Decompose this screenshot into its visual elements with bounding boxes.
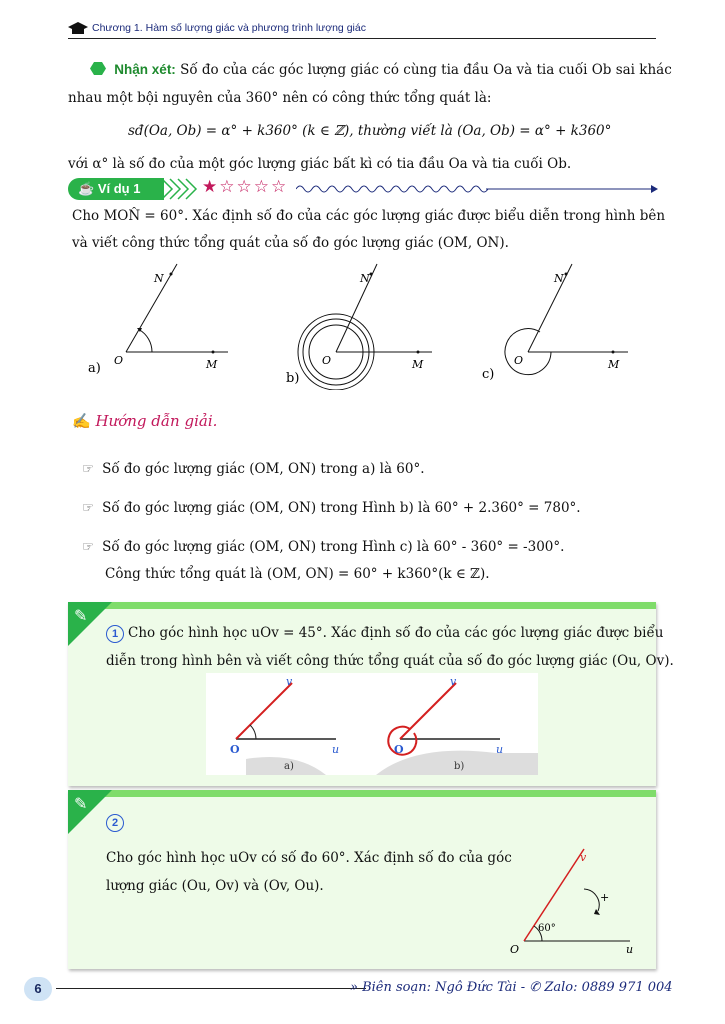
chapter-title: Chương 1. Hàm số lượng giác và phương trình lượng giác [92, 22, 366, 34]
coffee-icon: ☕ [78, 181, 98, 196]
svg-text:O: O [114, 354, 124, 367]
exercise-2-figure [508, 843, 648, 957]
figure-a [88, 264, 228, 376]
exercise-2-line-2: lượng giác (Ou, Ov) và (Ov, Ou). [106, 878, 324, 894]
hexagon-icon [90, 62, 106, 75]
svg-text:v: v [286, 675, 293, 688]
svg-text:O: O [514, 354, 524, 367]
difficulty-stars: ★☆☆☆☆ [202, 177, 289, 197]
edit-icon: ✎ [74, 606, 88, 625]
exercise-2-number: 2 [106, 808, 128, 836]
pencil-hand-icon: ✍ [72, 412, 96, 430]
exercise-1-line-1: 1 Cho góc hình học uOv = 45°. Xác định số đo của các góc lượng giác được biểu [106, 619, 664, 647]
exercise-1-figures [206, 673, 538, 775]
svg-text:v: v [450, 675, 457, 688]
solution-item-2: ☞ Số đo góc lượng giác (OM, ON) trong Hình b) là 60° + 2.360° = 780°. [82, 500, 581, 516]
example-problem-1: Cho MON̂ = 60°. Xác định số đo của các góc lượng giác được biểu diễn trong hình bên [72, 208, 666, 224]
exercise-2-line-1: Cho góc hình học uOv có số đo 60°. Xác định số đo của góc [106, 850, 512, 866]
remark-label: Nhận xét: [114, 62, 176, 77]
graduation-cap-icon [68, 20, 88, 36]
solution-item-3: ☞ Số đo góc lượng giác (OM, ON) trong Hình c) là 60° - 360° = -300°. [82, 539, 565, 555]
svg-text:60°: 60° [538, 923, 556, 934]
exercise-1-line-2: diễn trong hình bên và viết công thức tổng quát của số đo góc lượng giác (Ou, Ov). [106, 653, 674, 669]
solution-title: ✍ Hướng dẫn giải. [72, 412, 218, 430]
remark-line-3: với α° là số đo của một góc lượng giác bất kì có tia đầu Oa và tia cuối Ob. [68, 156, 572, 172]
author-credit: » Biên soạn: Ngô Đức Tài - ✆ Zalo: 0889 971 004 [350, 980, 673, 995]
pointing-hand-icon: ☞ [82, 539, 95, 555]
svg-text:N: N [154, 272, 164, 285]
figure-c [482, 264, 628, 382]
svg-text:M: M [608, 358, 620, 371]
svg-text:c): c) [482, 367, 495, 382]
edit-icon: ✎ [74, 794, 88, 813]
pointing-hand-icon: ☞ [82, 461, 95, 477]
svg-text:a): a) [284, 761, 294, 772]
svg-text:O: O [322, 354, 332, 367]
figure-b [286, 264, 432, 390]
svg-text:N: N [554, 272, 564, 285]
page-header [68, 20, 656, 39]
pointing-hand-icon: ☞ [82, 500, 95, 516]
svg-text:u: u [496, 743, 504, 756]
example-tag: ☕ Ví dụ 1 [68, 178, 164, 200]
example-problem-2: và viết công thức tổng quát của số đo góc lượng giác (OM, ON). [72, 235, 509, 251]
page-number: 6 [24, 977, 52, 1001]
svg-text:O: O [510, 943, 520, 956]
page-footer [20, 975, 673, 1003]
exercise-2-box [68, 790, 656, 969]
svg-text:N: N [360, 272, 370, 285]
solution-item-1: ☞ Số đo góc lượng giác (OM, ON) trong a) là 60°. [82, 461, 425, 477]
remark-line-2: nhau một bội nguyên của 360° nên có công thức tổng quát là: [68, 90, 492, 106]
svg-text:b): b) [286, 371, 300, 386]
svg-text:b): b) [454, 761, 465, 772]
example-figures [80, 260, 660, 390]
svg-text:O: O [394, 743, 404, 756]
svg-text:u: u [332, 743, 340, 756]
solution-general: Công thức tổng quát là (OM, ON) = 60° + k360°(k ∈ ℤ). [105, 566, 490, 582]
example-banner [68, 176, 658, 202]
svg-text:M: M [206, 358, 218, 371]
chevrons-icon [160, 178, 200, 200]
svg-text:M: M [412, 358, 424, 371]
svg-text:u: u [626, 943, 634, 956]
svg-text:+: + [600, 891, 610, 904]
svg-text:a): a) [88, 361, 101, 376]
exercise-1-box [68, 602, 674, 786]
remark-line-1: Nhận xét: Số đo của các góc lượng giác có cùng tia đầu Oa và tia cuối Ob sai khác [68, 60, 672, 80]
remark-formula: sđ(Oa, Ob) = α° + k360° (k ∈ ℤ), thường viết là (Oa, Ob) = α° + k360° [128, 123, 612, 139]
svg-text:v: v [580, 851, 587, 864]
svg-text:O: O [230, 743, 240, 756]
wavy-arrow [296, 182, 658, 196]
